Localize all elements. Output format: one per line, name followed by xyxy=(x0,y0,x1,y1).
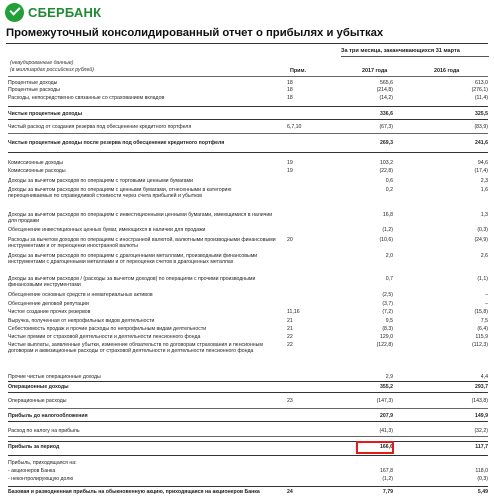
row-value-2016: (276,1) xyxy=(471,87,488,93)
row-value-2017: 166,6 xyxy=(380,444,393,450)
row-label: Себестоимость продаж и прочие расходы по непрофильным видам деятельности xyxy=(8,326,207,332)
row-value-2017: (41,3) xyxy=(379,428,393,434)
row-note: 19 xyxy=(287,160,293,166)
row-value-2017: 0,7 xyxy=(385,276,393,282)
title-divider xyxy=(6,43,488,44)
row-note: 19 xyxy=(287,168,293,174)
row-value-2017: 167,8 xyxy=(380,468,393,474)
page-title: Промежуточный консолидированный отчет о прибылях и убытках xyxy=(6,27,384,39)
row-value-2017: (7,2) xyxy=(382,309,393,315)
row-note: 22 xyxy=(287,342,293,348)
row-label: Доходы за вычетом расходов по операциям с торговыми ценными бумагами xyxy=(8,178,193,184)
row-label: Чистые процентные доходы xyxy=(8,111,83,117)
row-label: Расходы, непосредственно связанные со страхованием вкладов xyxy=(8,95,165,101)
row-value-2016: (1,1) xyxy=(477,276,488,282)
row-value-2017: (3,7) xyxy=(382,301,393,307)
row-value-2016: (0,3) xyxy=(477,227,488,233)
row-label: - неконтролирующую долю xyxy=(8,476,74,482)
row-note: 18 xyxy=(287,80,293,86)
row-divider xyxy=(8,408,488,409)
row-value-2017: (67,3) xyxy=(379,124,393,130)
row-value-2016: 117,7 xyxy=(475,444,488,450)
row-value-2017: 565,6 xyxy=(380,80,393,86)
row-value-2016: 94,6 xyxy=(477,160,488,166)
column-header-2016: 2016 года xyxy=(434,68,460,74)
row-divider xyxy=(8,133,488,134)
row-value-2016: (24,9) xyxy=(474,237,488,243)
row-note: 11,16 xyxy=(287,309,300,315)
row-value-2016: (17,4) xyxy=(474,168,488,174)
row-label: Расход по налогу на прибыль xyxy=(8,428,80,434)
row-value-2016: (0,3) xyxy=(477,476,488,482)
row-value-2017: (14,2) xyxy=(379,95,393,101)
row-value-2017: 16,8 xyxy=(382,212,393,218)
row-value-2017: (122,8) xyxy=(376,342,393,348)
row-label: Доходы за вычетом расходов / (расходы за вычетом доходов) по операциям с прочими производными финансовыми инструментами xyxy=(8,276,256,288)
sberbank-logo-icon xyxy=(5,3,24,22)
logo-text: СБЕРБАНК xyxy=(28,5,102,20)
row-value-2016: (15,8) xyxy=(474,309,488,315)
row-value-2016: 2,6 xyxy=(480,253,488,259)
row-label: Обесценение основных средств и нематериальных активов xyxy=(8,292,153,298)
row-divider xyxy=(8,106,488,107)
row-label: Обесценение инвестиционных ценных бумаг, имеющихся в наличии для продажи xyxy=(8,227,206,233)
row-label: Прибыль, приходящаяся на: xyxy=(8,460,77,466)
row-value-2016: – xyxy=(485,292,488,298)
row-value-2017: (10,6) xyxy=(379,237,393,243)
row-value-2017: 0,2 xyxy=(385,187,393,193)
row-value-2016: 2,3 xyxy=(480,178,488,184)
sberbank-logo xyxy=(5,3,101,22)
row-value-2016: 5,49 xyxy=(477,489,488,495)
row-note: 21 xyxy=(287,318,293,324)
row-value-2017: (147,3) xyxy=(376,398,393,404)
row-label: Обесценение деловой репутации xyxy=(8,301,89,307)
row-value-2016: (112,3) xyxy=(471,342,488,348)
column-header-note: Прим. xyxy=(290,68,306,74)
header-divider xyxy=(8,76,488,77)
row-divider xyxy=(8,441,488,442)
row-label: Чистые процентные доходы после резерва под обесценение кредитного портфеля xyxy=(8,140,225,146)
row-value-2017: (1,2) xyxy=(382,476,393,482)
row-value-2016: (83,9) xyxy=(474,124,488,130)
row-value-2017: 2,9 xyxy=(385,374,393,380)
row-value-2016: 4,4 xyxy=(480,374,488,380)
row-label: Операционные расходы xyxy=(8,398,67,404)
row-label: Чистое создание прочих резервов xyxy=(8,309,91,315)
row-note: 22 xyxy=(287,334,293,340)
row-note: 20 xyxy=(287,237,293,243)
row-value-2017: (2,5) xyxy=(382,292,393,298)
row-value-2016: 293,7 xyxy=(475,384,488,390)
row-note: 18 xyxy=(287,95,293,101)
row-note: 24 xyxy=(287,489,293,495)
row-value-2016: 118,0 xyxy=(475,468,488,474)
highlight-box xyxy=(356,441,394,454)
row-value-2017: 207,9 xyxy=(380,413,393,419)
row-label: Расходы за вычетом доходов по операциям с иностранной валютой, валютными производными финансовыми инструментами и от переоценки иностранной валюты xyxy=(8,237,276,249)
row-label: Доходы за вычетом расходов по операциям с ценными бумагами, отнесенными в категорию переоцениваемых по справедливой стоимости через счета прибылей и убытков xyxy=(8,187,232,199)
row-label: Процентные расходы xyxy=(8,87,60,93)
row-divider xyxy=(8,392,488,393)
row-value-2017: (1,2) xyxy=(382,227,393,233)
row-label: Чистые премии от страховой деятельности и деятельности пенсионного фонда xyxy=(8,334,201,340)
row-label: Чистые выплаты, заявленные убытки, изменение обязательств по договорам страхования и пенсионным договорам и аквизиционные расходы от страховой деятельности и деятельности пенсионного фонда xyxy=(8,342,263,354)
row-divider xyxy=(8,381,488,382)
row-label: Прибыль за период xyxy=(8,444,60,450)
row-note: 6,7,10 xyxy=(287,124,302,130)
row-value-2017: (214,8) xyxy=(376,87,393,93)
period-divider xyxy=(341,56,489,57)
row-value-2016: 1,3 xyxy=(480,212,488,218)
row-value-2016: (32,2) xyxy=(474,428,488,434)
row-label: Чистый расход от создания резерва под обесценение кредитного портфеля xyxy=(8,124,192,130)
row-value-2017: (22,8) xyxy=(379,168,393,174)
row-value-2016: 613,0 xyxy=(475,80,488,86)
row-label: Операционные доходы xyxy=(8,384,69,390)
row-value-2016: (6,4) xyxy=(477,326,488,332)
row-note: 18 xyxy=(287,87,293,93)
row-divider xyxy=(8,152,488,153)
units-caption: (неаудированные данные) (в миллиардах российских рублей) xyxy=(10,60,94,73)
row-value-2017: 355,2 xyxy=(380,384,393,390)
row-value-2017: 9,5 xyxy=(385,318,393,324)
row-value-2016: 325,5 xyxy=(475,111,488,117)
row-value-2017: 129,0 xyxy=(380,334,393,340)
row-label: Базовая и разводненная прибыль на обыкновенную акцию, приходящаяся на акционеров Банка xyxy=(8,489,260,495)
row-value-2016: 1,6 xyxy=(480,187,488,193)
row-value-2016: 149,9 xyxy=(475,413,488,419)
period-header: За три месяца, заканчивающихся 31 марта xyxy=(341,48,460,54)
row-note: 23 xyxy=(287,398,293,404)
row-divider xyxy=(8,486,488,487)
row-value-2016: (11,4) xyxy=(474,95,488,101)
row-value-2017: 336,6 xyxy=(380,111,393,117)
row-value-2017: 2,0 xyxy=(385,253,393,259)
row-label: Прочие чистые операционные доходы xyxy=(8,374,101,380)
row-divider xyxy=(8,421,488,422)
row-label: Процентные доходы xyxy=(8,80,58,86)
row-value-2017: 0,6 xyxy=(385,178,393,184)
row-label: Доходы за вычетом расходов по операциям с драгоценными металлами, производными финансовыми инструментами с драгоценными металлами и от переоценки счетов в драгоценных металлах xyxy=(8,253,258,265)
row-divider xyxy=(8,436,488,437)
row-value-2017: 103,2 xyxy=(380,160,393,166)
row-label: Прибыль до налогообложения xyxy=(8,413,88,419)
column-header-2017: 2017 года xyxy=(362,68,388,74)
row-value-2016: (143,8) xyxy=(471,398,488,404)
row-value-2017: 269,3 xyxy=(380,140,393,146)
row-value-2016: 7,5 xyxy=(480,318,488,324)
row-value-2016: 115,9 xyxy=(475,334,488,340)
row-value-2016: – xyxy=(485,301,488,307)
row-divider xyxy=(8,455,488,456)
row-value-2017: 7,79 xyxy=(382,489,393,495)
row-label: Доходы за вычетом расходов по операциям с инвестиционными ценными бумагами, имеющимися в наличии для продажи xyxy=(8,212,273,224)
row-label: Комиссионные доходы xyxy=(8,160,64,166)
row-divider xyxy=(8,119,488,120)
row-value-2016: 241,6 xyxy=(475,140,488,146)
row-label: Выручка, полученная от непрофильных видов деятельности xyxy=(8,318,155,324)
row-label: - акционеров Банка xyxy=(8,468,56,474)
row-note: 21 xyxy=(287,326,293,332)
row-label: Комиссионные расходы xyxy=(8,168,66,174)
row-value-2017: (8,3) xyxy=(382,326,393,332)
